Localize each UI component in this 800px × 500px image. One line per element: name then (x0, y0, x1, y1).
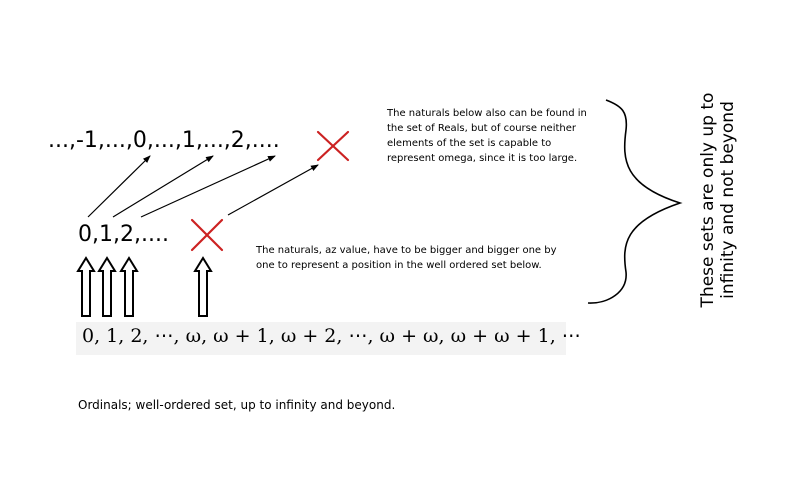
ordinal-sequence: 0, 1, 2, ⋯, ω, ω + 1, ω + 2, ⋯, ω + ω, ω + ω + 1, ⋯ (82, 325, 581, 347)
up-arrow-icon (99, 258, 115, 316)
reals-sequence: ...,-1,...,0,...,1,...,2,.... (48, 128, 280, 153)
up-arrow-icon (78, 258, 94, 316)
note-top: The naturals below also can be found in the set of Reals, but of course neither elements of the set is capable to represent omega, since it is too large. (387, 108, 587, 164)
mapping-arrow-0 (88, 156, 150, 217)
caption: Ordinals; well-ordered set, up to infinity and beyond. (78, 398, 396, 412)
mapping-arrow-omega (228, 165, 318, 215)
mapping-arrow-2 (141, 156, 275, 217)
side-label: These sets are only up to infinity and not beyond (698, 92, 738, 308)
up-arrow-icon (121, 258, 137, 316)
naturals-sequence: 0,1,2,.... (78, 222, 169, 247)
brace-icon (588, 100, 680, 303)
red-cross-icon (192, 220, 222, 250)
red-cross-icon (318, 132, 348, 160)
up-arrow-icon (195, 258, 211, 316)
note-middle: The naturals, az value, have to be bigger and bigger one by one to represent a position in the well ordered set below. (256, 245, 557, 271)
mapping-arrow-1 (113, 156, 213, 217)
